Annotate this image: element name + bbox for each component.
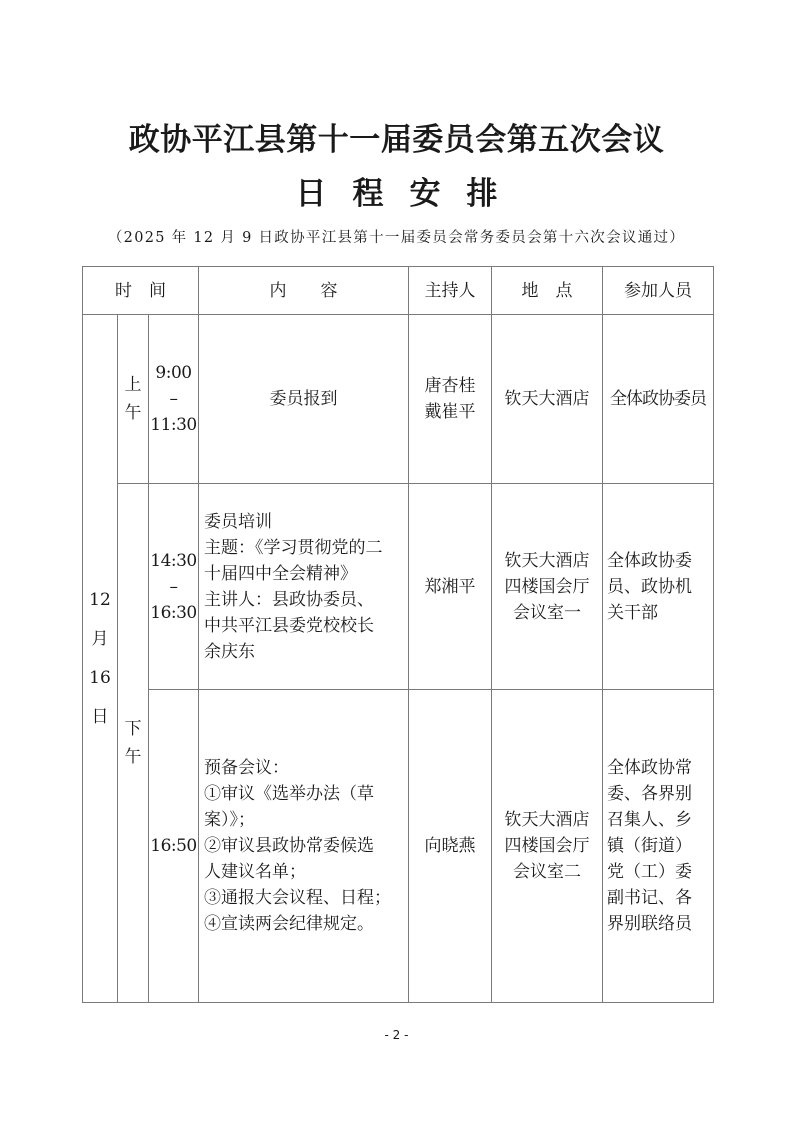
content-cell: 委员报到 (199, 315, 409, 484)
participant-line: 全体政协委 (607, 550, 693, 571)
host-name: 戴崔平 (424, 402, 476, 422)
content-line: ①审议《选举办法（草 (204, 784, 375, 804)
morning-cell (118, 315, 149, 484)
participant-line: 召集人、乡 (607, 810, 693, 830)
content-line: 主题：《学习贯彻党的二 (204, 537, 383, 558)
time-end: 11:30 (150, 415, 197, 435)
participant-line: 员、政协机 (607, 576, 693, 597)
participant-line: 全体政协常 (607, 758, 693, 778)
header-participants: 参加人员 (603, 267, 714, 315)
morning-char: 上 (124, 375, 142, 395)
table-row (83, 690, 714, 1003)
content-line: 案）》； (204, 810, 256, 830)
time-cell (149, 315, 199, 484)
afternoon-cell (118, 484, 149, 1003)
location-line: 钦天大酒店 (504, 550, 590, 571)
content-line: 预备会议： (204, 758, 290, 778)
table-row (83, 315, 714, 484)
host-cell (409, 315, 492, 484)
afternoon-char: 下 (124, 719, 142, 739)
content-line: 委员培训 (204, 511, 273, 532)
participants-cell (603, 484, 714, 690)
participants-cell (603, 690, 714, 1003)
header-host: 主持人 (409, 267, 492, 315)
page-number: - 2 - (384, 1028, 409, 1042)
table-row (83, 484, 714, 690)
time-dash: – (169, 576, 178, 597)
date-day-char: 日 (91, 706, 109, 727)
location-line: 会议室二 (513, 862, 582, 882)
content-line: ④宣读两会纪律规定。 (204, 914, 375, 934)
content-line: 主讲人：县政协委员、 (204, 589, 375, 610)
location-line: 四楼国会厅 (504, 836, 590, 856)
participant-line: 镇（街道） (607, 836, 693, 856)
header-time: 时 间 (83, 267, 199, 315)
host-name: 唐杏桂 (424, 376, 476, 396)
date-month-char: 月 (91, 628, 109, 649)
time-end: 16:30 (150, 602, 197, 623)
schedule-table (82, 266, 714, 1003)
participant-line: 委、各界别 (607, 784, 693, 804)
host-cell: 郑湘平 (409, 484, 492, 690)
date-cell (83, 315, 118, 1003)
time-dash: – (169, 389, 178, 409)
header-content: 内 容 (199, 267, 409, 315)
participant-line: 关干部 (607, 602, 659, 623)
content-line: ②审议县政协常委候选 (204, 836, 375, 856)
content-line: 十届四中全会精神》 (204, 563, 358, 584)
content-line: 余庆东 (204, 641, 256, 662)
content-line: 中共平江县委党校校长 (204, 615, 375, 636)
document-title: 政协平江县第十一届委员会第五次会议 (128, 122, 665, 158)
approval-note: （2025 年 12 月 9 日政协平江县第十一届委员会常务委员会第十六次会议通过） (107, 230, 686, 246)
location-cell (492, 690, 603, 1003)
time-cell: 16:50 (149, 690, 199, 1003)
time-start: 14:30 (150, 550, 197, 571)
header-location: 地 点 (492, 267, 603, 315)
content-cell (199, 690, 409, 1003)
location-cell (492, 484, 603, 690)
content-cell (199, 484, 409, 690)
participant-line: 副书记、各 (607, 888, 693, 908)
content-line: 人建议名单； (204, 862, 307, 882)
location-line: 四楼国会厅 (504, 576, 590, 597)
participant-line: 党（工）委 (607, 862, 693, 882)
participant-line: 界别联络员 (607, 914, 693, 934)
date-month-number: 12 (89, 589, 111, 610)
location-line: 会议室一 (513, 602, 582, 623)
morning-char: 午 (124, 403, 142, 423)
document-subtitle-heading: 日程安排 (295, 176, 524, 212)
participants-cell: 全体政协委员 (603, 315, 714, 484)
table-header-row (83, 267, 714, 315)
location-cell: 钦天大酒店 (492, 315, 603, 484)
time-start: 9:00 (155, 363, 192, 383)
afternoon-char: 午 (124, 747, 142, 767)
host-cell: 向晓燕 (409, 690, 492, 1003)
date-day-number: 16 (89, 667, 111, 688)
content-line: ③通报大会议程、日程； (204, 888, 392, 908)
location-line: 钦天大酒店 (504, 810, 590, 830)
time-cell (149, 484, 199, 690)
